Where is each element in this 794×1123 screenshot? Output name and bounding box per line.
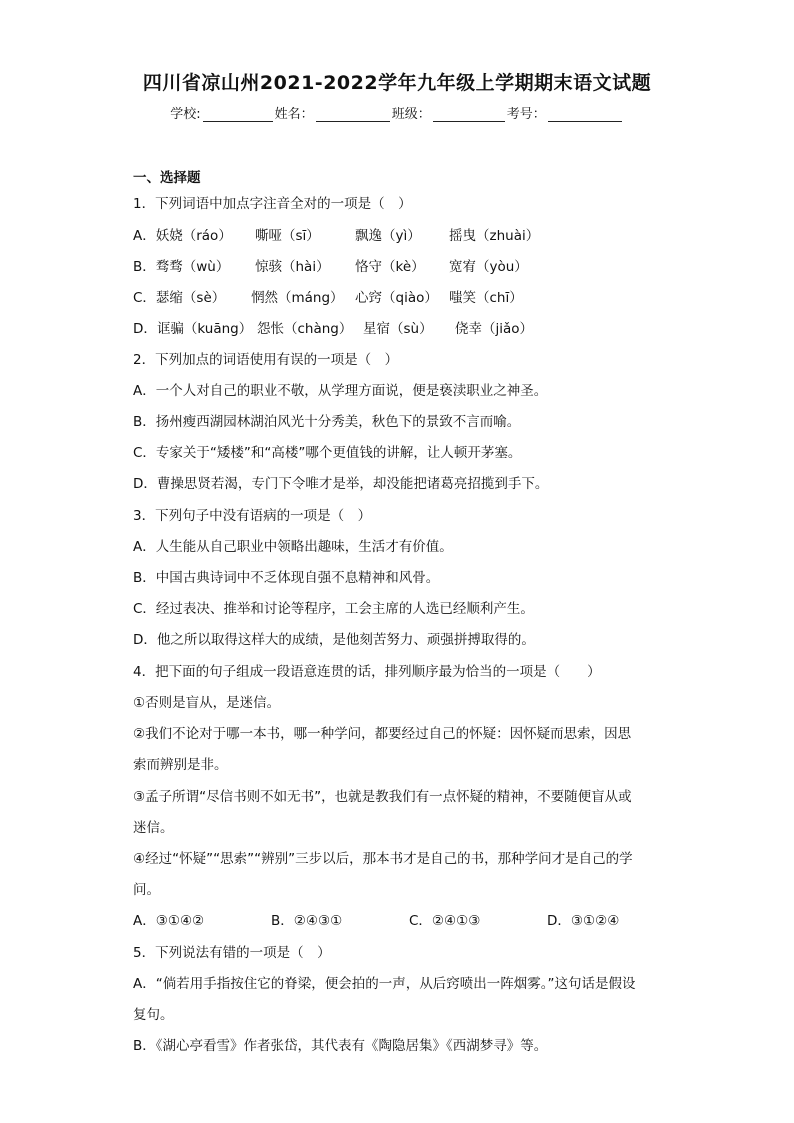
option-item: 嘶哑（sī） [255,228,320,244]
student-info-row [0,103,794,122]
exam-title: 四川省凉山州2021-2022学年九年级上学期期末语文试题 [142,72,652,94]
option-c: C．专家关于“矮楼”和“高楼”哪个更值钱的讲解，让人顿开茅塞。 [133,445,522,461]
option-b: B．中国古典诗词中不乏体现自强不息精神和风骨。 [133,570,440,586]
option-d: D．③①②④ [547,913,620,929]
sentence-4: ④经过“怀疑”“思索”“辨别”三步以后，那本书才是自己的书，那种学问才是自己的学 [133,851,633,867]
option-row-a [133,224,539,244]
option-d: D．曹操思贤若渴，专门下令唯才是举，却没能把诸葛亮招揽到手下。 [133,476,549,492]
question-stem: 5．下列说法有错的一项是（ ） [133,945,331,961]
question-stem: 4．把下面的句子组成一段语意连贯的话，排列顺序最为恰当的一项是（ ） [133,664,601,680]
sentence-2-cont: 索而辨别是非。 [133,757,228,773]
option-item: 宽宥（yòu） [449,259,528,275]
option-item: 恪守（kè） [355,259,425,275]
option-a: A．人生能从自己职业中领略出趣味，生活才有价值。 [133,539,453,555]
name-blank[interactable] [316,107,390,122]
question-stem: 1．下列词语中加点字注音全对的一项是（ ） [133,196,412,212]
option-item: 飘逸（yì） [355,228,421,244]
option-row-c [133,286,523,306]
section-heading: 一、选择题 [133,170,201,186]
school-label: 学校: [170,107,201,122]
option-c: C．②④①③ [409,913,481,929]
option-row [133,909,619,929]
option-b: B．扬州瘦西湖园林湖泊风光十分秀美，秋色下的景致不言而喻。 [133,414,521,430]
sentence-1: ①否则是盲从，是迷信。 [133,695,281,711]
option-item: D．诓骗（kuāng） [133,321,253,337]
number-label: 考号： [506,107,546,122]
sentence-4-cont: 问。 [133,882,160,898]
question-stem: 3．下列句子中没有语病的一项是（ ） [133,508,372,524]
option-b: B．②④③① [271,913,343,929]
class-label: 班级： [391,107,431,122]
sentence-3-cont: 迷信。 [133,820,174,836]
option-b: B．《湖心亭看雪》作者张岱，其代表有《陶隐居集》《西湖梦寻》等。 [133,1038,548,1054]
option-item: B．骛骛（wù） [133,259,230,275]
option-row-d [133,317,533,337]
sentence-3: ③孟子所谓“尽信书则不如无书”，也就是教我们有一点怀疑的精神，不要随便盲从或 [133,789,632,805]
option-a-cont: 复句。 [133,1007,174,1023]
option-item: 心窍（qiào） [355,290,438,306]
option-a: A．③①④② [133,913,205,929]
option-a: A．一个人对自己的职业不敬，从学理方面说，便是亵渎职业之神圣。 [133,383,548,399]
question-stem: 2．下列加点的词语使用有误的一项是（ ） [133,352,399,368]
school-blank[interactable] [203,107,273,122]
option-item: A．妖娆（ráo） [133,228,232,244]
option-c: C．经过表决、推举和讨论等程序，工会主席的人选已经顺利产生。 [133,601,534,617]
option-a: A．“倘若用手指按住它的脊梁，便会拍的一声，从后窍喷出一阵烟雾。”这句话是假设 [133,976,636,992]
option-item: C．瑟缩（sè） [133,290,226,306]
option-d: D．他之所以取得这样大的成绩，是他刻苦努力、顽强拼搏取得的。 [133,632,535,648]
option-item: 怨怅（chàng） [257,321,353,337]
option-row-b [133,255,528,275]
option-item: 侥幸（jiǎo） [455,321,534,337]
option-item: 摇曳（zhuài） [449,228,540,244]
option-item: 星宿（sù） [363,321,433,337]
class-blank[interactable] [433,107,505,122]
option-item: 惊骇（hài） [255,259,330,275]
sentence-2: ②我们不论对于哪一本书，哪一种学问，都要经过自己的怀疑：因怀疑而思索，因思 [133,726,632,742]
number-blank[interactable] [548,107,622,122]
name-label: 姓名： [274,107,314,122]
option-item: 惘然（máng） [251,290,344,306]
option-item: 嗤笑（chī） [449,290,523,306]
